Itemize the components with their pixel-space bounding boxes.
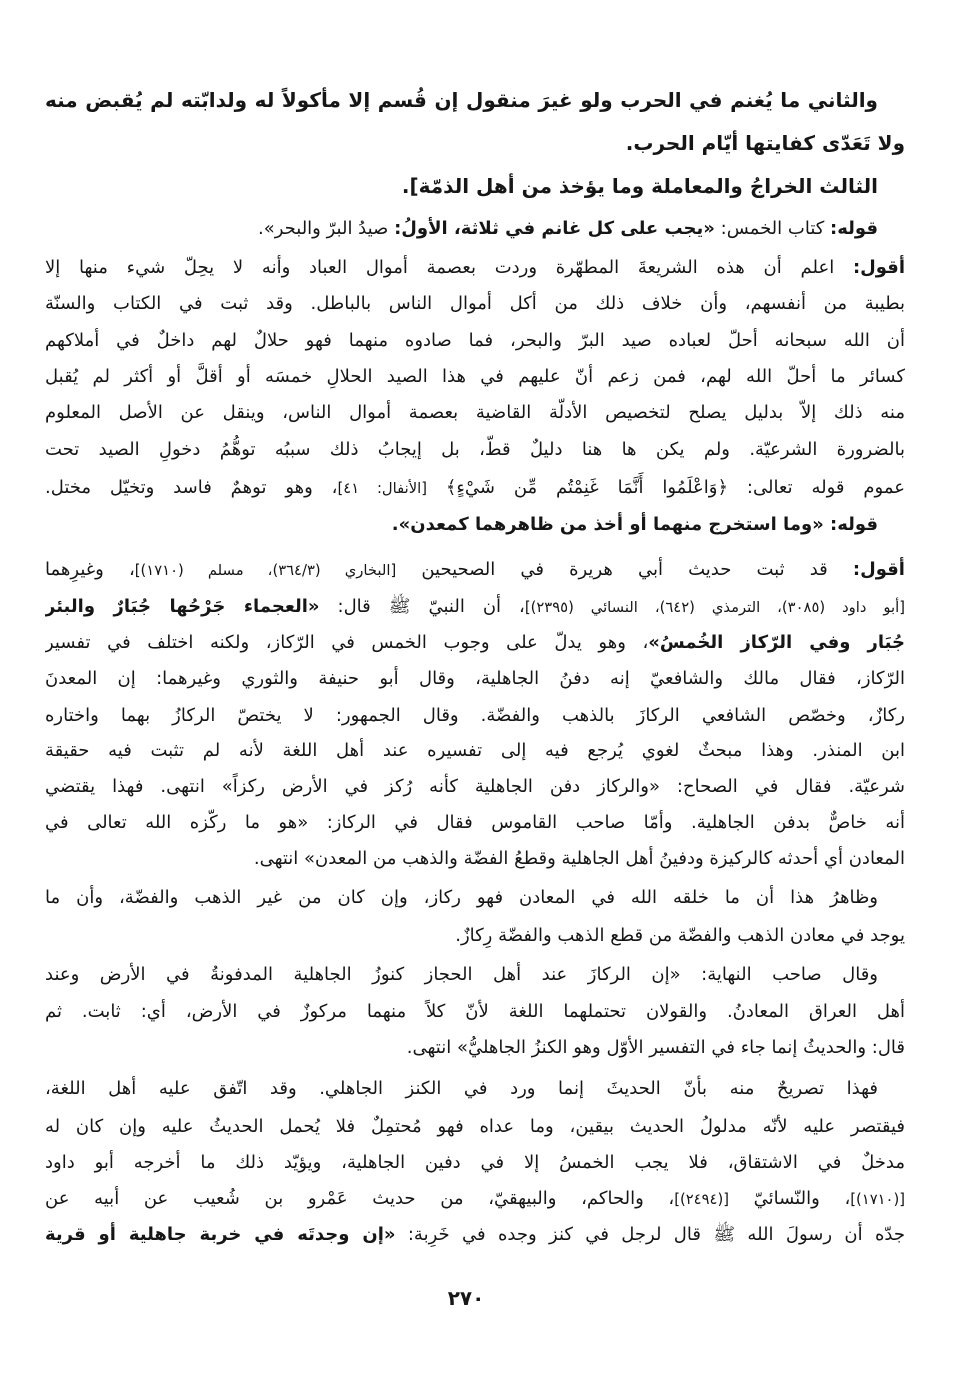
bold-text: أقول:: [852, 559, 905, 580]
body-text: يوجد في معادن الذهب والفضّة من قطع الذهب والفضّة رِكازٌ.: [455, 925, 905, 946]
body-text: ، وغيرِهما: [45, 559, 135, 580]
bold-text: قوله: «وما استخرج منهما أو أخذ من ظاهرهما كمعدن».: [391, 514, 878, 535]
body-text: وقال صاحب النهاية: «إن الركازَ عند أهل الحجاز كنوزُ الجاهلية المدفونةُ في الأرض وعند: [45, 964, 878, 985]
body-text: جدّه أن رسولَ الله ﷺ قال لرجل في كنز وجده في خَرِبة:: [395, 1224, 905, 1245]
text-line: [45, 125, 905, 161]
text-line: [45, 589, 905, 625]
bold-text: «يجب على كل غانم في ثلاثة، الأولُ:: [394, 218, 715, 239]
text-line: [45, 552, 905, 588]
body-text: كتاب الخمس:: [714, 218, 831, 239]
reference-text: [(١٧١٠)]: [850, 1191, 905, 1208]
body-text: صيدُ البرّ والبحر».: [257, 218, 395, 239]
bold-text: أقول:: [852, 257, 905, 278]
body-text: بطيبة من أنفسهم، وأن خلاف ذلك من أكل أموال الناس بالباطل. وقد ثبت في الكتاب والسنّة: [45, 293, 905, 314]
text-line: [45, 395, 905, 431]
text-line: [45, 918, 905, 954]
body-text: اعلم أن هذه الشريعةَ المطهّرة وردت بعصمة أموال العباد وأنه لا يحِلّ شيء منها إلا: [45, 257, 853, 278]
body-text: ، وهو توهمٌ فاسد وتخيّل مختل.: [45, 477, 338, 498]
text-line: [45, 1217, 905, 1253]
text-line: [45, 841, 905, 877]
body-text: بالضرورة الشرعيّة. ولم يكن ها هنا دليلٌ قطّ، بل إيجابُ ذلك سببُه توهُّمُ دخولِ الصيد تحت: [45, 439, 905, 460]
body-text: شرعيّة. فقال في الصحاح: «والركاز دفن الجاهلية كأنه رُكز في الأرض ركزاً» انتهى. فهذا يقتضي: [45, 776, 905, 797]
body-text: منه ذلك إلاّ بدليل يصلح لتخصيص الأدلّة القاضية بعصمة أموال الناس، وينقل عن الأصل المعلوم: [45, 402, 905, 423]
text-line: [45, 470, 905, 506]
text-line: [45, 625, 905, 661]
bold-text: «العجماء جَرْحُها جُبَارٌ والبئر: [45, 596, 320, 617]
text-line: [45, 286, 905, 322]
body-text: ، والحاكم، والبيهقيّ، من حديث عَمْرو بن شُعيب عن أبيه عن: [45, 1188, 675, 1209]
body-text: أنه خاصٌّ بدفن الجاهلية. وأمّا صاحب القاموس فقال في الركاز: «هو ما ركّزه الله تعالى في: [45, 812, 905, 833]
bold-text: قوله:: [830, 218, 878, 239]
body-text: ، والنّسائيّ: [728, 1188, 851, 1209]
body-text: فيقتصر عليه لأنّه مدلولُ الحديث بيقين، وما عداه فهو مُحتمِلٌ فلا يُحمل الحديثُ عليه وإن كان له: [45, 1116, 905, 1137]
quran-verse: ﴿وَاعْلَمُوا أَنَّمَا غَنِمْتُم مِّن شَيْءٍ﴾: [426, 477, 729, 498]
body-text: أن الله سبحانه أحلّ لعباده صيد البرّ والبحر، فما صادوه منهما فهو حلالٌ لهم داخلٌ في أملاكهم: [45, 330, 905, 351]
text-line: [45, 250, 905, 286]
text-line: [45, 1181, 905, 1217]
text-line: [45, 1071, 878, 1107]
text-line: [45, 1109, 905, 1145]
text-line: [45, 805, 905, 841]
body-text: وظاهرُ هذا أن ما خلقه الله في المعادن فهو ركاز، وإن كان من غير الذهب والفضّة، وأن ما: [45, 887, 878, 908]
body-text: قد ثبت حديث أبي هريرة في الصحيحين: [396, 559, 853, 580]
reference-text: [(٢٤٩٤)]: [674, 1191, 729, 1208]
body-text: ، أن النبيّ ﷺ قال:: [319, 596, 525, 617]
text-line: [45, 994, 905, 1030]
bold-text: جُبَار وفي الرّكاز الخُمسُ»: [648, 632, 905, 653]
text-line: [45, 211, 878, 247]
body-text: كسائر ما أحلّ الله لهم، فمن زعم أنّ عليهم في هذا الصيد الحلالِ خمسَه أو أقلَّ أو أكثر لم يُقبل: [45, 366, 905, 387]
body-text: الرّكاز، فقال مالك والشافعيّ إنه دفنُ الجاهلية، وقال أبو حنيفة والثوري وغيرهما: إن المعدنَ: [45, 668, 905, 689]
bold-text: والثاني ما يُغنم في الحرب ولو غيرَ منقول إن قُسم إلا مأكولاً له ولدابّته لم يُقبض منه: [45, 88, 878, 112]
text-line: [45, 769, 905, 805]
text-line: [45, 82, 878, 118]
reference-text: [البخاري (٣٦٤/٣)، مسلم (١٧١٠)]: [134, 562, 397, 579]
text-line: [45, 880, 878, 916]
body-text: المعادن أي أحدثه كالركيزة ودفينُ أهل الجاهلية وقطعُ الفضّة والذهب من المعدن» انتهى.: [253, 848, 905, 869]
text-line: [45, 1030, 905, 1066]
bold-text: الثالث الخراجُ والمعاملة وما يؤخذ من أهل الذمّة].: [401, 174, 878, 198]
text-line: [45, 733, 905, 769]
text-line: [45, 661, 905, 697]
body-text: ركازٌ، وخصّص الشافعي الركازَ بالذهب والفضّة. وقال الجمهور: لا يختصّ الركازُ بهما واختاره: [45, 705, 905, 726]
reference-text: [الأنفال: ٤١]: [337, 480, 427, 497]
body-text: أهل العراق المعادنُ. والقولان تحتملهما اللغة لأنّ كلاً منهما مركوزٌ في الأرض، أي: ثابت. ثم: [45, 1001, 905, 1022]
text-line: [45, 698, 905, 734]
bold-text: «إن وجدتَه في خربة جاهلية أو قرية: [45, 1224, 396, 1245]
body-text: عموم قوله تعالى:: [728, 477, 905, 498]
text-line: [45, 323, 905, 359]
bold-text: ولا تَعَدّى كفايتها أيّام الحرب.: [625, 131, 905, 155]
reference-text: [أبو داود (٣٠٨٥)، الترمذي (٦٤٢)، النسائي (٢٣٩٥)]: [524, 599, 905, 616]
body-text: مدخلٌ في الاشتقاق، فلا يجب الخمسُ إلا في دفين الجاهلية، ويؤيّد ذلك ما أخرجه أبو داود: [45, 1152, 905, 1173]
body-text: فهذا تصريحٌ منه بأنّ الحديثَ إنما ورد في الكنز الجاهلي. وقد اتّفق عليه أهل اللغة،: [45, 1078, 878, 1099]
text-line: [45, 957, 878, 993]
body-text: ، وهو يدلّ على وجوب الخمس في الرّكاز، ولكنه اختلف في تفسير: [45, 632, 649, 653]
text-line: [45, 168, 878, 204]
body-text: ابن المنذر. وهذا مبحثٌ لغوي يُرجع فيه إلى تفسيره عند أهل اللغة لأنه لم تثبت فيه حقيقة: [45, 740, 905, 761]
text-line: [45, 1145, 905, 1181]
text-line: [45, 432, 905, 468]
body-text: قال: والحديثُ إنما جاء في التفسير الأوّل وهو الكنزُ الجاهليُّ» انتهى.: [406, 1037, 905, 1058]
page-number: ٢٧٠: [447, 1286, 485, 1310]
text-line: [45, 359, 905, 395]
text-line: [45, 507, 878, 543]
